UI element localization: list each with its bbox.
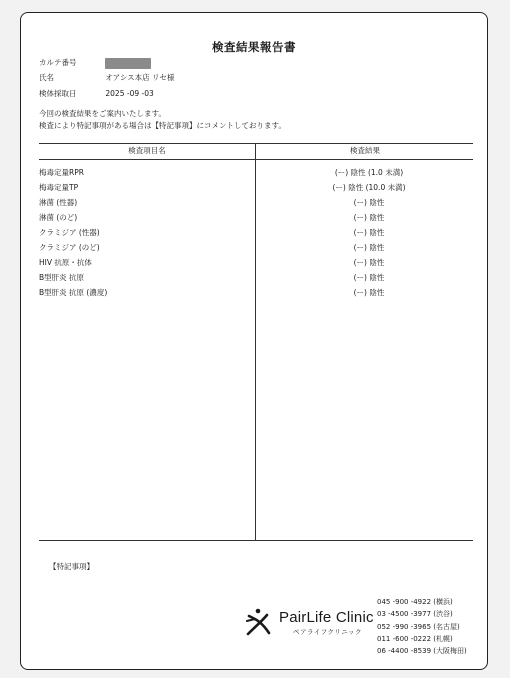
test-item-name: クラミジア (性器) xyxy=(39,228,100,237)
test-result: (ー) 陰性 (1.0 未満) xyxy=(334,168,404,177)
test-result: (ー) 陰性 xyxy=(353,198,385,207)
test-result: (ー) 陰性 xyxy=(353,288,385,297)
clinic-phone-list xyxy=(377,596,467,657)
test-item-name: クラミジア (のど) xyxy=(39,243,100,252)
report-title: 検査結果報告書 xyxy=(212,40,296,54)
table-row xyxy=(39,210,473,225)
test-item-name: B型肝炎 抗原 xyxy=(39,273,85,282)
collection-date-label: 検体採取日 xyxy=(39,89,77,98)
clinic-name-kana: ペアライフクリニック xyxy=(293,628,363,636)
test-item-name: 梅毒定量TP xyxy=(39,183,79,192)
table-row xyxy=(39,270,473,285)
chart-number-redacted xyxy=(105,58,151,69)
table-row xyxy=(39,225,473,240)
patient-name-row xyxy=(39,72,174,84)
collection-date-value: 2025 -09 -03 xyxy=(105,89,154,98)
phone-entry xyxy=(377,596,467,608)
test-item-name: 淋菌 (のど) xyxy=(39,213,78,222)
phone-entry xyxy=(377,633,467,645)
test-result: (ー) 陰性 xyxy=(353,228,385,237)
table-row xyxy=(39,255,473,270)
table-row xyxy=(39,195,473,210)
table-row xyxy=(39,240,473,255)
clinic-logo xyxy=(245,603,375,643)
chart-number-row xyxy=(39,57,151,69)
phone-number: 045 -900 -4922 xyxy=(377,598,432,606)
table-bottom-border xyxy=(39,540,473,541)
special-notes-label: 【特記事項】 xyxy=(49,562,94,571)
clinic-logo-mark-icon xyxy=(245,607,275,637)
test-result: (ー) 陰性 (10.0 未満) xyxy=(332,183,406,192)
column-header-test-item: 検査項目名 xyxy=(128,146,166,155)
patient-name-label: 氏名 xyxy=(39,73,54,82)
test-result: (ー) 陰性 xyxy=(353,273,385,282)
branch-name: (横浜) xyxy=(433,598,453,606)
phone-entry xyxy=(377,621,467,633)
phone-number: 011 -600 -0222 xyxy=(377,634,432,643)
column-header-result: 検査結果 xyxy=(350,146,380,155)
intro-text xyxy=(39,108,286,132)
phone-number: 06 -4400 -8539 xyxy=(377,647,432,656)
table-header-border xyxy=(39,159,473,160)
phone-entry xyxy=(377,645,467,657)
test-result: (ー) 陰性 xyxy=(353,213,385,222)
branch-name: (札幌) xyxy=(433,634,453,643)
intro-line-2: 検査により特記事項がある場合は【特記事項】にコメントしております。 xyxy=(39,121,286,130)
branch-name: (大阪梅田) xyxy=(433,647,467,656)
intro-line-1: 今回の検査結果をご案内いたします。 xyxy=(39,109,166,118)
report-sheet xyxy=(20,12,488,670)
test-item-name: B型肝炎 抗原 (濃度) xyxy=(39,288,108,297)
table-row xyxy=(39,180,473,195)
patient-name-value: オアシス本店 リセ様 xyxy=(105,73,175,82)
clinic-name: PairLife Clinic xyxy=(279,609,374,626)
phone-entry xyxy=(377,608,467,620)
test-item-name: 淋菌 (性器) xyxy=(39,198,78,207)
phone-number: 052 -990 -3965 xyxy=(377,622,432,631)
test-result: (ー) 陰性 xyxy=(353,258,385,267)
branch-name: (渋谷) xyxy=(433,610,453,619)
test-result: (ー) 陰性 xyxy=(353,243,385,252)
chart-number-label: カルテ番号 xyxy=(39,58,77,67)
test-item-name: 梅毒定量RPR xyxy=(39,168,84,177)
phone-number: 03 -4500 -3977 xyxy=(377,610,432,619)
table-row xyxy=(39,285,473,300)
collection-date-row xyxy=(39,88,154,100)
branch-name: (名古屋) xyxy=(433,622,460,631)
table-row xyxy=(39,165,473,180)
test-item-name: HIV 抗原・抗体 xyxy=(39,258,92,267)
